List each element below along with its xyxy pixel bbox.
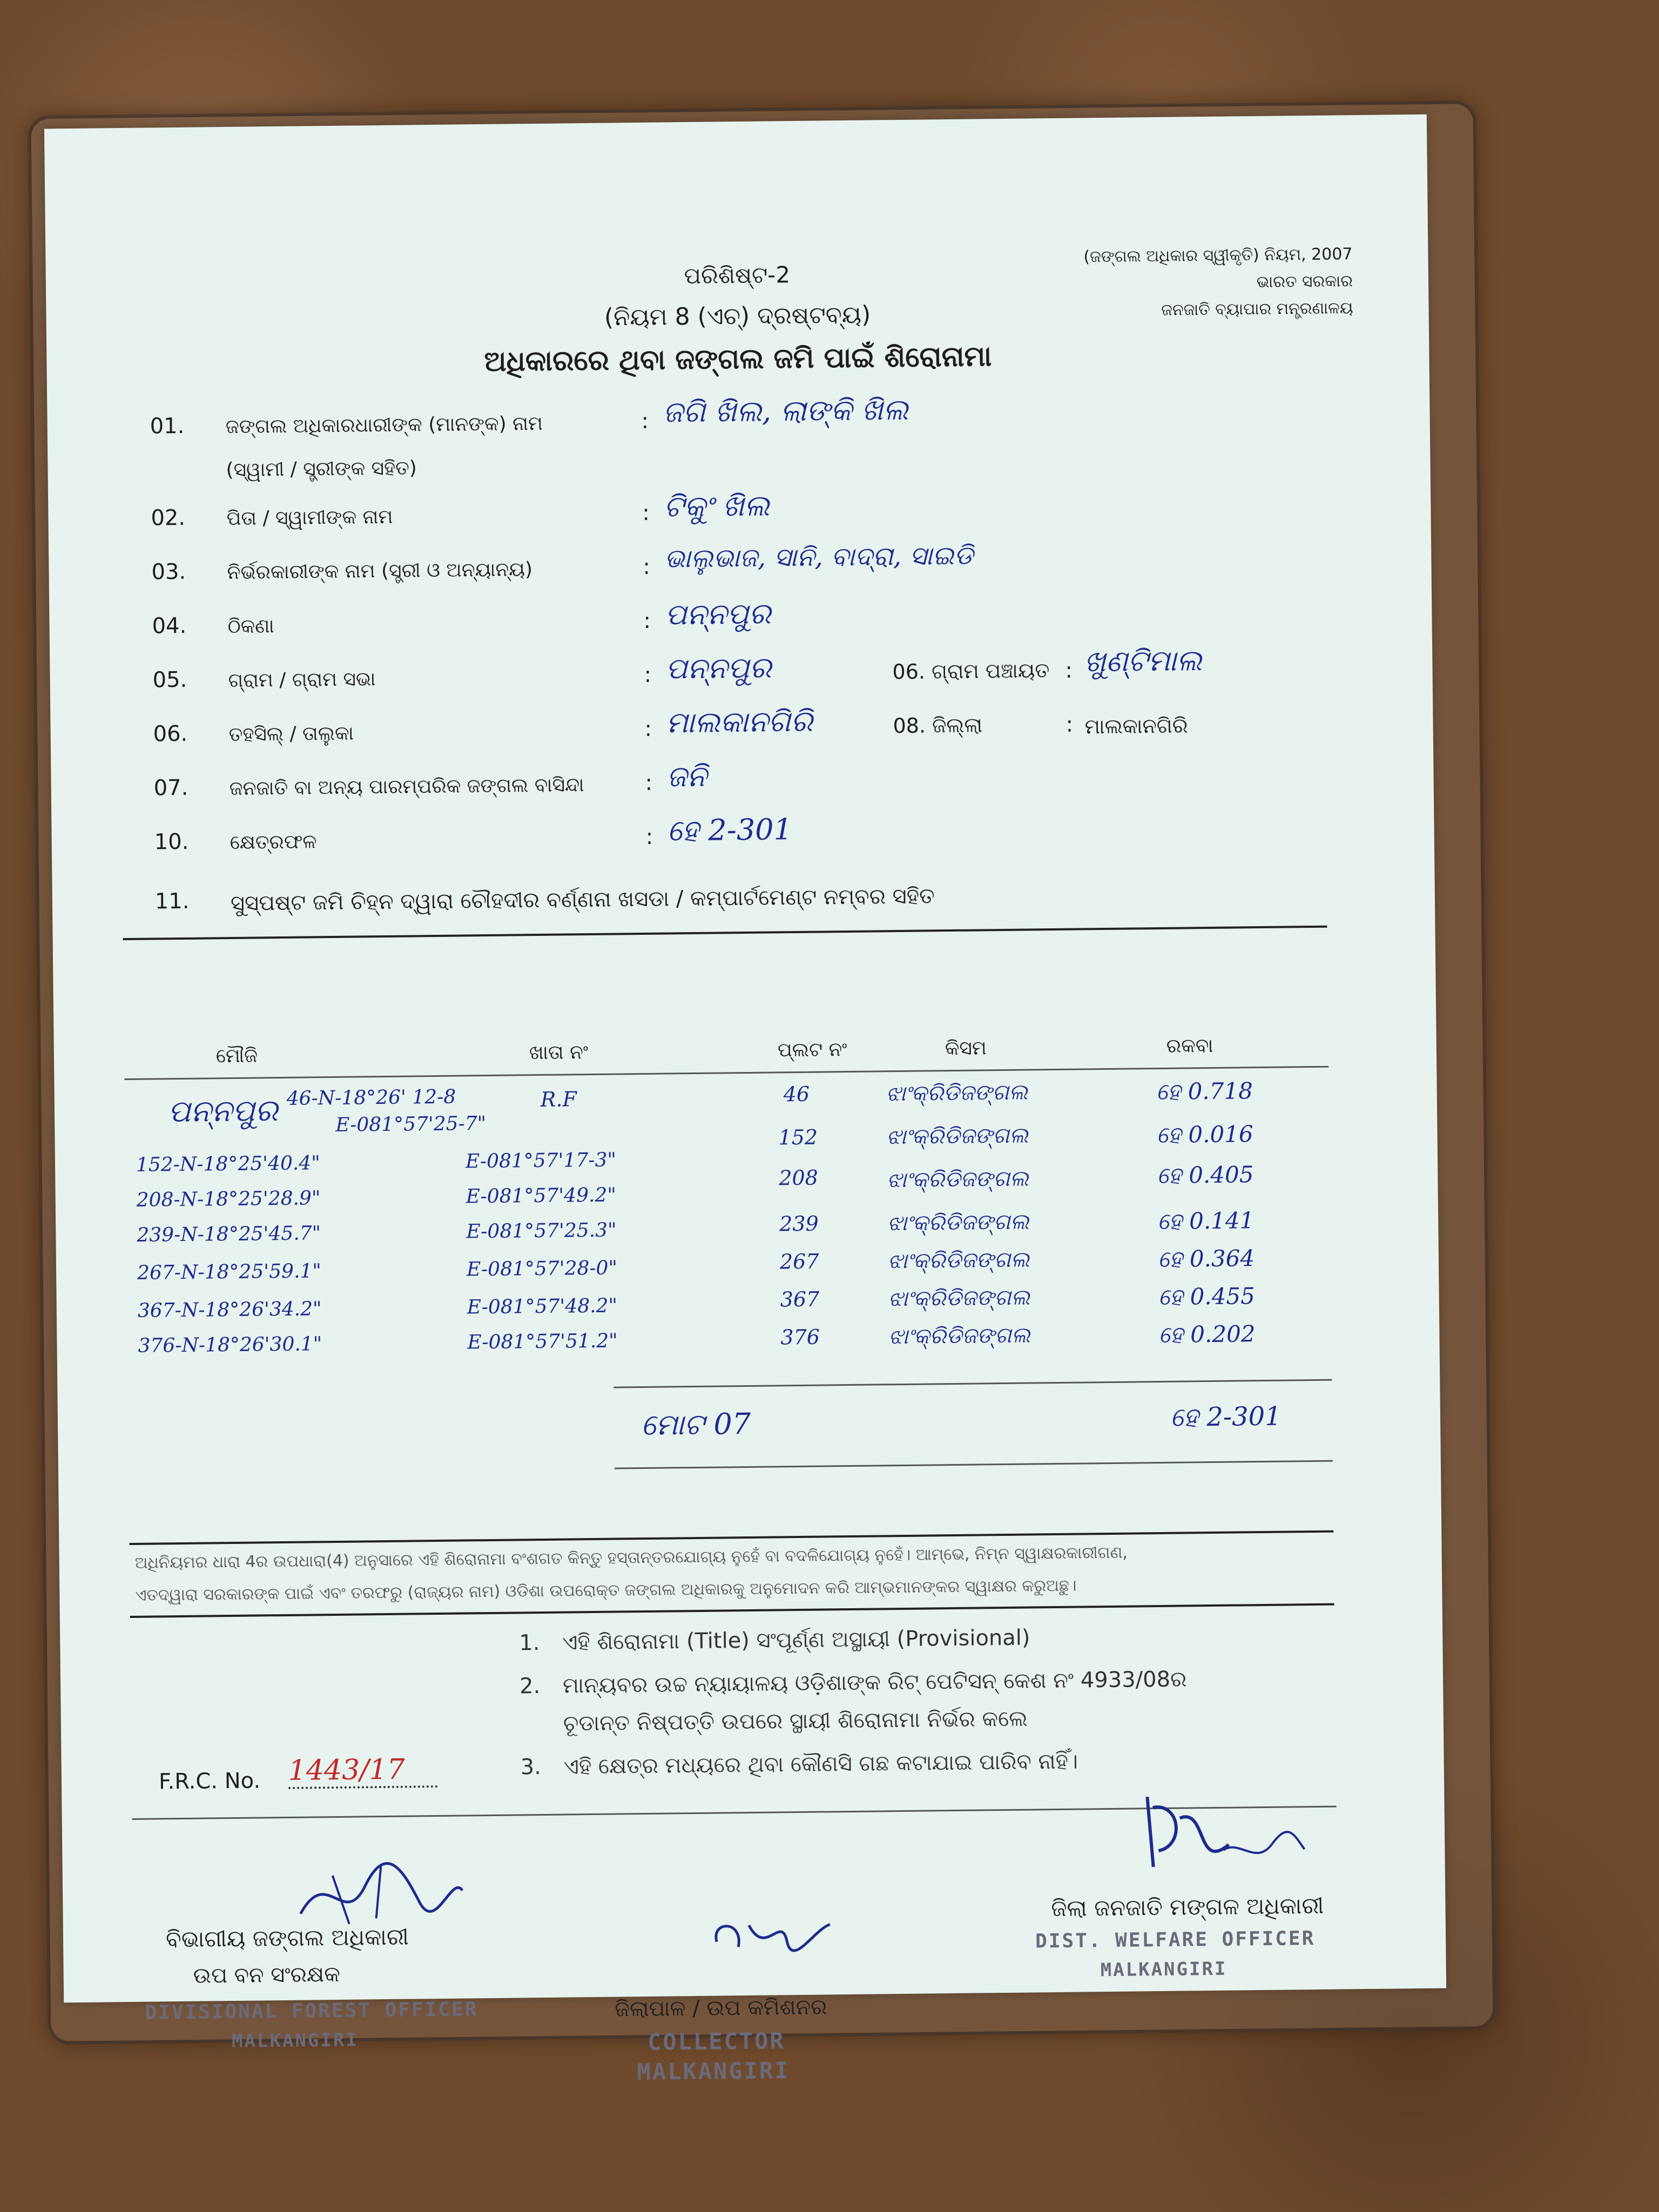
field-number: 07.: [153, 775, 188, 801]
coordinate-north: 267-N-18°25'59.1": [137, 1260, 322, 1284]
area-hectare: ହେ 0.016: [1156, 1121, 1253, 1149]
total-area: ହେ 2-301: [1170, 1401, 1282, 1433]
land-kind: ଝାଂକ୍ରିଡିଜଙ୍ଗଲ: [888, 1285, 1030, 1312]
panchayat-value: ଖୁଣ୍ଟିମାଲ: [1084, 643, 1202, 679]
col-header-plot: ପ୍ଲଟ ନଂ: [777, 1038, 847, 1062]
land-kind: ଝାଂକ୍ରିଡିଜଙ୍ଗଲ: [888, 1323, 1031, 1350]
title-certificate-document: [44, 114, 1446, 2086]
dfo-stamp-location: MALKANGIRI: [231, 2029, 359, 2053]
area-hectare: ହେ 0.455: [1158, 1283, 1256, 1311]
land-kind: ଝାଂକ୍ରିଡିଜଙ୍ଗଲ: [887, 1209, 1029, 1236]
district-label: 08. ଜିଲ୍ଲା: [893, 713, 983, 738]
tehsil-label: ତହସିଲ୍ / ତାଲୁକା: [228, 722, 354, 746]
collector-signature: [705, 1908, 846, 1969]
colon: :: [641, 408, 649, 434]
area-hectare: ହେ 0.364: [1157, 1245, 1255, 1273]
table-top-rule: [123, 926, 1327, 940]
mouza-value: ପନ୍ନପୁର: [167, 1093, 278, 1130]
plot-number: 152: [778, 1125, 818, 1150]
note-number: 1.: [519, 1630, 540, 1656]
field-number: 06.: [153, 721, 188, 747]
welfare-officer-title: ଜିଲା ଜନଜାତି ମଙ୍ଗଳ ଅଧିକାରୀ: [1051, 1892, 1324, 1922]
coordinate-east: E-081°57'49.2": [466, 1184, 617, 1208]
holder-name-value: ଜଗି ଖିଲ, ଲାଙ୍କି ଖିଲ: [663, 392, 909, 429]
dfo-subtitle: ଉପ ବନ ସଂରକ୍ଷକ: [193, 1961, 341, 1988]
welfare-officer-signature: [1131, 1784, 1310, 1889]
collector-stamp-location: MALKANGIRI: [637, 2057, 790, 2086]
colon: :: [643, 554, 651, 579]
area-hectare: ହେ 0.718: [1156, 1077, 1253, 1105]
address-value: ପନ୍ନପୁର: [665, 596, 771, 632]
total-label: ମୋଟ 07: [640, 1406, 751, 1442]
coordinate-east: E-081°57'25-7": [335, 1112, 487, 1136]
legal-text-line1: ଅଧିନିୟମର ଧାରା 4ର ଉପଧାରା(4) ଅନୁସାରେ ଏହି ଶିରୋନାମା ବଂଶଗତ କିନ୍ତୁ ହସ୍ତାନ୍ତରଯୋଗ୍ୟ ନୁହେଁ ବା ବଦଳିଯୋଗ୍ୟ ନୁହେଁ। ଆମ୍ଭେ, ନିମ୍ନ ସ୍ୱାକ୍ଷରକାରୀଗଣ,: [134, 1543, 1128, 1573]
col-header-area: ରକବା: [1166, 1034, 1213, 1057]
colon: :: [642, 500, 650, 525]
note-tree-felling: ଏହି କ୍ଷେତ୍ର ମଧ୍ୟରେ ଥିବା କୌଣସି ଗଛ କଟାଯାଇ ପାରିବ ନାହିଁ।: [563, 1749, 1078, 1779]
welfare-officer-stamp-location: MALKANGIRI: [1100, 1958, 1228, 1981]
colon: :: [643, 608, 651, 633]
colon: :: [645, 824, 653, 849]
father-name-label: ପିତା / ସ୍ୱାମୀଙ୍କ ନାମ: [226, 505, 393, 530]
area-label: କ୍ଷେତ୍ରଫଳ: [230, 831, 317, 854]
coordinate-north: 152-N-18°25'40.4": [136, 1152, 320, 1176]
field-number: 02.: [151, 505, 186, 531]
land-kind: ଝାଂକ୍ରିଡିଜଙ୍ଗଲ: [886, 1080, 1028, 1107]
colon: :: [644, 662, 652, 687]
village-label: ଗ୍ରାମ / ଗ୍ରାମ ସଭା: [228, 668, 376, 692]
area-hectare: ହେ 0.202: [1158, 1320, 1256, 1348]
legal-bottom-rule: [130, 1603, 1334, 1618]
area-value: ହେ 2-301: [667, 812, 793, 848]
khata-value: R.F: [540, 1087, 577, 1111]
col-header-khata: ଖାତା ନଂ: [529, 1041, 589, 1064]
coordinate-east: E-081°57'25.3": [466, 1219, 617, 1243]
address-label: ଠିକଣା: [227, 615, 274, 638]
note-number: 3.: [520, 1755, 542, 1780]
dependents-label: ନିର୍ଭରକାରୀଙ୍କ ନାମ (ସ୍ତ୍ରୀ ଓ ଅନ୍ୟାନ୍ୟ): [227, 558, 533, 584]
plot-number: 208: [779, 1165, 819, 1190]
total-bottom-rule: [615, 1460, 1333, 1469]
coordinate-east: E-081°57'28-0": [466, 1257, 618, 1281]
field-number: 10.: [154, 829, 189, 855]
coordinate-north: 376-N-18°26'30.1": [138, 1333, 322, 1357]
note-writ-petition: ମାନ୍ୟବର ଉଚ୍ଚ ନ୍ୟାୟାଳୟ ଓଡ଼ିଶାଙ୍କ ରିଟ୍ ପେଟିସନ୍ କେଶ ନଂ 4933/08ର: [562, 1667, 1187, 1698]
note-number: 2.: [519, 1674, 541, 1699]
coordinate-east: E-081°57'17-3": [465, 1149, 617, 1173]
colon: :: [1065, 712, 1074, 737]
coordinate-north: 367-N-18°26'34.2": [137, 1298, 322, 1322]
land-kind: ଝାଂକ୍ରିଡିଜଙ୍ଗଲ: [886, 1123, 1029, 1150]
frc-label: F.R.C. No.: [158, 1768, 261, 1795]
annexure-label: ପରିଶିଷ୍ଟ-2: [684, 261, 791, 289]
tribe-value: ଜନି: [666, 759, 707, 794]
holder-name-label: ଜଙ୍ଗଲ ଅଧିକାରଧାରୀଙ୍କ (ମାନଙ୍କ) ନାମ: [225, 412, 543, 439]
dfo-signature: [294, 1852, 468, 1935]
boundary-description-label: ସୁସ୍ପଷ୍ଟ ଜମି ଚିହ୍ନ ଦ୍ୱାରା ଚୌହଦୀର ବର୍ଣ୍ଣନା ଖସଡା / କମ୍ପାର୍ଟମେଣ୍ଟ ନମ୍ବର ସହିତ: [230, 884, 935, 916]
district-value: ମାଲକାନଗିରି: [1084, 713, 1188, 739]
land-kind: ଝାଂକ୍ରିଡିଜଙ୍ଗଲ: [887, 1247, 1030, 1274]
land-kind: ଝାଂକ୍ରିଡିଜଙ୍ଗଲ: [887, 1166, 1029, 1193]
col-header-kind: କିସମ: [945, 1037, 987, 1060]
tribe-label: ଜନଜାତି ବା ଅନ୍ୟ ପାରମ୍ପରିକ ଜଙ୍ଗଲ ବାସିନ୍ଦା: [229, 774, 584, 800]
act-reference: (ଜଙ୍ଗଲ ଅଧିକାର ସ୍ୱୀକୃତି) ନିୟମ, 2007: [1083, 245, 1353, 267]
plot-number: 239: [779, 1211, 819, 1236]
village-value: ପନ୍ନପୁର: [665, 650, 772, 686]
table-header-rule: [124, 1066, 1328, 1080]
total-top-rule: [613, 1379, 1332, 1388]
coordinate-north: 239-N-18°25'45.7": [137, 1222, 321, 1246]
field-number: 04.: [152, 613, 187, 639]
field-number: 03.: [151, 559, 186, 585]
field-number: 11.: [154, 888, 190, 914]
collector-title: ଜିଲାପାଳ / ଉପ କମିଶନର: [615, 1994, 827, 2022]
dependents-value: ଭାଲୁଭାଜ, ସାନି, ବାଦ୍ରା, ସାଇଡି: [664, 540, 974, 574]
dfo-title: ବିଭାଗୀୟ ଜଙ୍ଗଲ ଅଧିକାରୀ: [165, 1923, 409, 1953]
rule-reference: (ନିୟମ 8 (ଏଚ୍) ଦ୍ରଷ୍ଟବ୍ୟ): [604, 301, 871, 332]
area-hectare: ହେ 0.405: [1157, 1161, 1254, 1189]
frc-number: 1443/17: [288, 1753, 437, 1789]
plot-number: 367: [780, 1287, 820, 1312]
colon: :: [644, 716, 652, 741]
ministry-label: ଜନଜାତି ବ୍ୟାପାର ମନ୍ତ୍ରଣାଳୟ: [1161, 299, 1353, 320]
plot-number: 376: [780, 1325, 820, 1350]
welfare-officer-stamp: DIST. WELFARE OFFICER: [1035, 1927, 1316, 1953]
legal-text-line2: ଏତଦ୍ୱାରା ସରକାରଙ୍କ ପାଇଁ ଏବଂ ତରଫରୁ (ରାଜ୍ୟର ନାମ) ଓଡିଶା ଉପରୋକ୍ତ ଜଙ୍ଗଲ ଅଧିକାରକୁ ଅନୁମୋଦନ କରି ଆମ୍ଭମାନଙ୍କର ସ୍ୱାକ୍ଷର କରୁଅଛୁ।: [135, 1576, 1077, 1605]
holder-name-sublabel: (ସ୍ୱାମୀ / ସ୍ତ୍ରୀଙ୍କ ସହିତ): [226, 457, 417, 482]
father-name-value: ଟିକୁଂ ଖିଲ: [663, 488, 770, 524]
dfo-stamp: DIVISIONAL FOREST OFFICER: [145, 1998, 478, 2024]
field-number: 01.: [150, 413, 185, 439]
panchayat-label: 06. ଗ୍ରାମ ପଞ୍ଚାୟତ: [892, 658, 1050, 684]
note-provisional: ଏହି ଶିରୋନାମା (Title) ସଂପୂର୍ଣ୍ଣ ଅସ୍ଥାୟୀ (Provisional): [562, 1625, 1030, 1655]
coordinate-north: 46-N-18°26' 12-8: [286, 1085, 456, 1110]
government-label: ଭାରତ ସରକାର: [1256, 272, 1353, 292]
plot-number: 267: [779, 1249, 819, 1274]
tehsil-value: ମାଲକାନଗିରି: [666, 704, 813, 740]
colon: :: [645, 770, 653, 795]
area-hectare: ହେ 0.141: [1157, 1207, 1255, 1235]
coordinate-east: E-081°57'51.2": [467, 1330, 618, 1354]
colon: :: [1065, 658, 1073, 683]
note-writ-petition-cont: ଚୂଡାନ୍ତ ନିଷ୍ପତ୍ତି ଉପରେ ସ୍ଥାୟୀ ଶିରୋନାମା ନିର୍ଭର କଲେ: [563, 1706, 1028, 1736]
coordinate-north: 208-N-18°25'28.9": [136, 1187, 321, 1211]
field-number: 05.: [152, 667, 187, 693]
collector-stamp: COLLECTOR: [647, 2027, 785, 2055]
document-title: ଅଧିକାରରେ ଥିବା ଜଙ୍ଗଲ ଜମି ପାଇଁ ଶିରୋନାମା: [484, 340, 992, 378]
col-header-mouza: ମୌଜି: [215, 1044, 258, 1068]
plot-number: 46: [783, 1082, 810, 1107]
coordinate-east: E-081°57'48.2": [467, 1294, 618, 1319]
